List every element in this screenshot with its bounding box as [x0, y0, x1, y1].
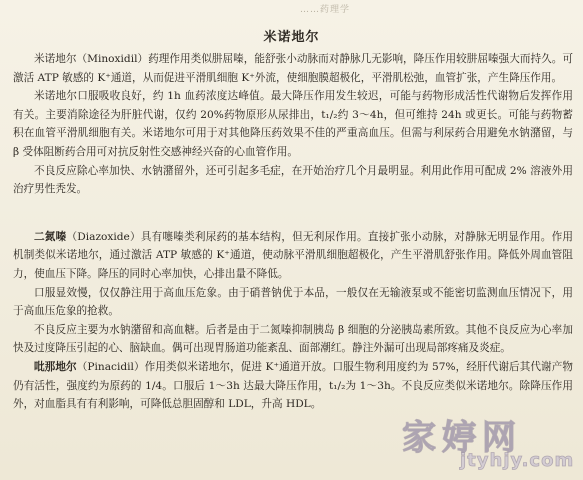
paragraph-text: 不良反应除心率加快、水钠潴留外，还可引起多毛症，在开始治疗几个月最明显。利用此作用可配成 2% 溶液外用治疗男性秃发。: [13, 164, 573, 196]
section-gap: [13, 199, 573, 228]
paragraph-text: 米诺地尔口服吸收良好，约 1h 血药浓度达峰值。最大降压作用发生较迟，可能与药物形成活性代谢物后发挥作用有关。主要消除途径为肝脏代谢，仅约 20%药物原形从尿排出，t₁/₂约 3～4h，但可维持 24h 或更长。可能与药物蓄积在血管平滑肌细胞有关。米诺地尔可用于对其他降压药效果不佳的严重高血压。但需与利尿药合用避免水钠潴留，与 β 受体阻断药合用可对抗反射性交感神经兴奋的心血管作用。: [13, 90, 573, 158]
paragraph: [13, 162, 573, 199]
paragraph: [13, 228, 573, 284]
paragraph-text: （Pinacidil）作用类似米诺地尔，促进 K⁺通道开放。口服生物利用度约为 57%，经肝代谢后其代谢产物仍有活性，强度约为原药的 1/4。口服后 1～3h 达最大降压作用，t₁/₂为 1～3h。不良反应类似米诺地尔。除降压作用外，对血脂具有有利影响，可降低总胆固醇和 LDL，升高 HDL。: [13, 360, 573, 411]
document-body: [13, 50, 573, 414]
paragraph-text: 米诺地尔（Minoxidil）药理作用类似肼屈嗪，能舒张小动脉而对静脉几无影响，降压作用较肼屈嗪强大而持久。可激活 ATP 敏感的 K⁺通道，从而促进平滑肌细胞 K⁺外流，使细胞膜超极化，平滑肌松弛，血管扩张，产生降压作用。: [13, 53, 573, 84]
paragraph: [13, 284, 573, 321]
paragraph-text: 不良反应主要为水钠潴留和高血糖。后者是由于二氮嗪抑制胰岛 β 细胞的分泌胰岛素所致。其他不良反应为心率加快及过度降压引起的心、脑缺血。偶可出现胃肠道功能紊乱、面部潮红。静注外漏可出现局部疼痛及炎症。: [13, 323, 573, 355]
paragraph: [13, 358, 573, 414]
paragraph: [13, 321, 573, 358]
site-watermark: [402, 410, 578, 476]
paragraph: [13, 87, 573, 161]
watermark-brand-text: 家婷网: [402, 418, 522, 458]
section-diazoxide: [13, 228, 573, 414]
section-minoxidil: [13, 50, 573, 199]
drug-term: 吡那地尔: [34, 360, 77, 373]
page-title: 米诺地尔: [263, 30, 320, 45]
paragraph-text: （Diazoxide）具有噻嗪类利尿药的基本结构，但无利尿作用。直接扩张小动脉，对静脉无明显作用。作用机制类似米诺地尔，通过激活 ATP 敏感的 K⁺通道，使动脉平滑肌细胞超极化，产生平滑肌舒张作用。降低外周血管阻力，使血压下降。降压的同时心率加快，心排出量不降低。: [13, 230, 573, 280]
drug-term: 二氮嗪: [34, 230, 67, 243]
paragraph: [13, 50, 573, 87]
paragraph-text: 口服显效慢，仅仅静注用于高血压危象。由于硝普钠优于本品，一般仅在无输液泵或不能密切监测血压情况下，用于高血压危象的抢救。: [13, 286, 573, 318]
header-ghost-text: ……药理学: [300, 5, 351, 15]
watermark-url-text: jtyhjy.com: [460, 450, 575, 471]
